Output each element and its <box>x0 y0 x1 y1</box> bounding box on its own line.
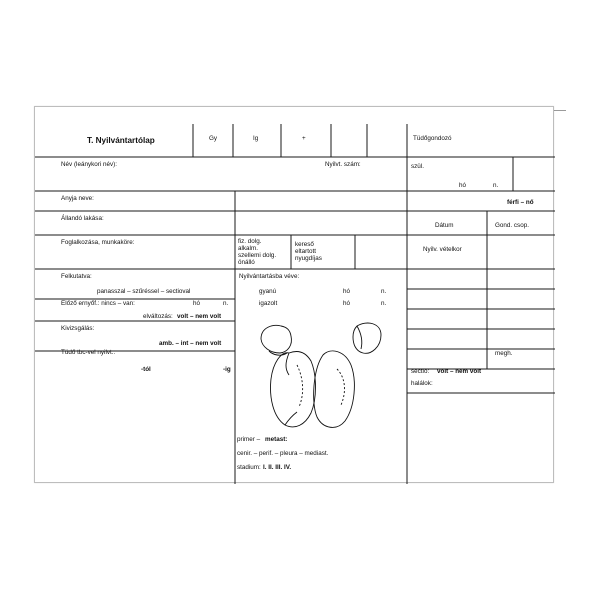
tbc-ig: -ig <box>223 366 231 373</box>
opt-onallo: önálló <box>238 259 255 266</box>
sectio-label: sectio: <box>411 368 430 375</box>
gyanu-ho: hó <box>343 288 351 295</box>
elozo-n: n. <box>223 300 229 307</box>
field-nyilvt-szam: Nyilvt. szám: <box>325 161 361 168</box>
col-gond-csop: Gond. csop. <box>495 222 529 229</box>
row-nyilv-vetelkor: Nyilv. vételkor <box>423 246 462 253</box>
field-kivizsgalas: Kivizsgálás: <box>61 325 95 332</box>
szul-ho: hó <box>459 182 467 189</box>
metast-label: metast: <box>265 436 288 443</box>
header-tudogondozo: Tüdőgondozó <box>413 135 452 142</box>
field-nev: Név (leánykori név): <box>61 161 117 168</box>
elvaltozas-label: elváltozás: <box>143 313 173 320</box>
registration-card <box>34 106 554 483</box>
igazolt-n: n. <box>381 300 387 307</box>
megh-label: megh. <box>495 350 513 357</box>
opt-nyugdijas: nyugdíjas <box>295 255 322 262</box>
opt-szellemi-dolg: szellemi dolg. <box>238 252 277 259</box>
stadium-label: stadium: <box>237 464 261 471</box>
field-felkutatva: Felkutatva: <box>61 273 92 280</box>
stadium-values: I. II. III. IV. <box>263 464 292 471</box>
form-title: T. Nyilvántartólap <box>87 136 155 145</box>
centr-options: cenir. – perif. – pleura – mediast. <box>237 450 329 457</box>
opt-kereso: kereső <box>295 241 314 248</box>
field-szul: szül. <box>411 163 424 170</box>
gyanu-n: n. <box>381 288 387 295</box>
opt-eltartott: eltartott <box>295 248 316 255</box>
elozo-ho: hó <box>193 300 201 307</box>
field-allando-lakasa: Állandó lakása: <box>61 215 104 222</box>
field-nyilvantartasba: Nyilvántartásba véve: <box>239 273 300 280</box>
szul-n: n. <box>493 182 499 189</box>
opt-alkalm: alkalm. <box>238 245 258 252</box>
opt-igazolt: igazolt <box>259 300 278 307</box>
ferfi-no: férfi – nő <box>507 199 534 206</box>
field-anyja-neve: Anyja neve: <box>61 195 94 202</box>
opt-fiz-dolg: fiz. dolg. <box>238 238 262 245</box>
header-ig: Ig <box>253 135 259 142</box>
opt-gyanu: gyanú <box>259 288 277 295</box>
col-datum: Dátum <box>435 222 454 229</box>
elvaltozas-values: volt – nem volt <box>177 313 222 320</box>
header-plus: + <box>302 135 306 142</box>
felkutatva-options: panasszal – szűréssel – sectioval <box>97 288 191 295</box>
field-elozo-ernyof: Előző ernyőf.: nincs – van: <box>61 300 135 307</box>
halalok-label: halálok: <box>411 380 433 387</box>
igazolt-ho: hó <box>343 300 351 307</box>
primer-label: primer – <box>237 436 261 443</box>
header-gy: Gy <box>209 135 218 142</box>
kivizsgalas-values: amb. – int – nem volt <box>159 340 222 347</box>
lungs-illustration <box>261 323 381 427</box>
field-foglalkozasa: Foglalkozása, munkaköre: <box>61 239 135 246</box>
field-tudo-tbc: Tüdő tbc-vel nyilvt.: <box>61 349 116 356</box>
sectio-values: volt – nem volt <box>437 368 482 375</box>
tbc-tol: -tól <box>141 366 151 373</box>
